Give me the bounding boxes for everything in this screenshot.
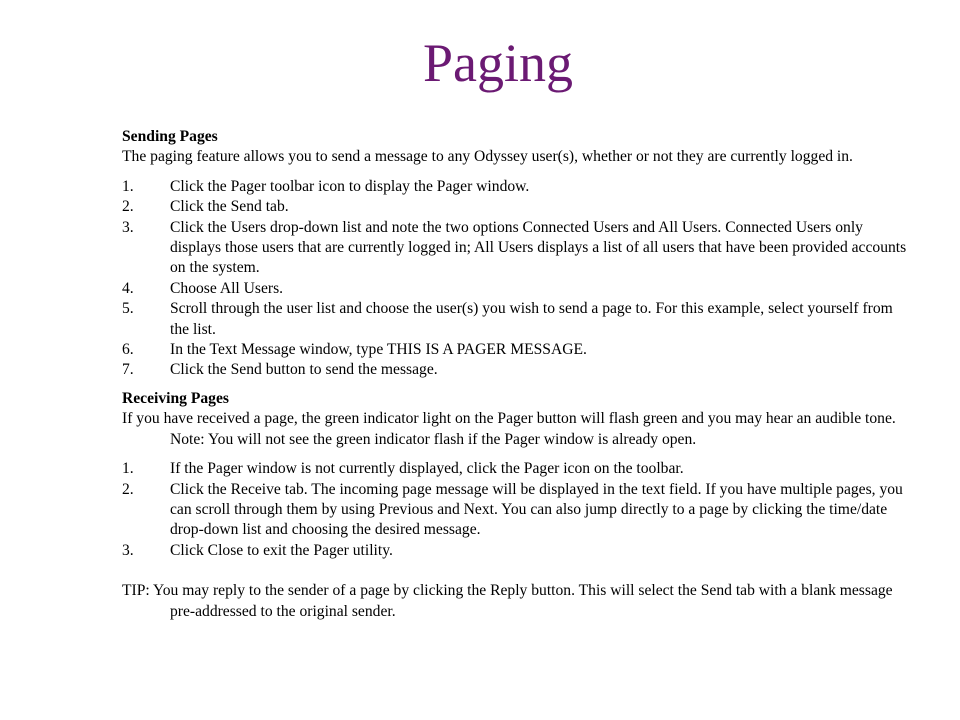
list-item xyxy=(122,197,912,217)
step-text: Click the Receive tab. The incoming page message will be displayed in the text field. If you have multiple pages, you can scroll through them by using Previous and Next. You can also jump directly to a page by clicking the time/date drop-down list and choosing the desired message. xyxy=(170,480,903,539)
step-text: Click the Send tab. xyxy=(170,198,289,216)
document-body xyxy=(122,127,912,622)
step-number: 5. xyxy=(122,300,134,318)
page-title: Paging xyxy=(422,33,573,93)
step-text: Click the Send button to send the message. xyxy=(170,361,438,379)
step-text: Click the Users drop-down list and note the two options Connected Users and All Users. Connected Users only displays those users that are currently logged in; All Users displays a list of all users that have been provided accounts on the system. xyxy=(170,218,907,277)
list-item xyxy=(122,480,912,541)
list-item xyxy=(122,218,912,279)
step-text: If the Pager window is not currently displayed, click the Pager icon on the toolbar. xyxy=(170,460,684,478)
list-item xyxy=(122,299,912,340)
step-number: 1. xyxy=(122,177,134,195)
list-item xyxy=(122,541,912,561)
sending-pages-intro: The paging feature allows you to send a message to any Odyssey user(s), whether or not they are currently logged in. xyxy=(122,148,853,166)
list-item xyxy=(122,279,912,299)
list-item xyxy=(122,459,912,479)
list-item xyxy=(122,340,912,360)
step-number: 2. xyxy=(122,198,134,216)
step-number: 1. xyxy=(122,460,134,478)
step-number: 3. xyxy=(122,541,134,559)
step-number: 7. xyxy=(122,361,134,379)
step-number: 4. xyxy=(122,279,134,297)
list-item xyxy=(122,360,912,380)
tip-text: TIP: You may reply to the sender of a page by clicking the Reply button. This will select the Send tab with a blank message pre-addressed to the original sender. xyxy=(122,582,893,620)
receiving-pages-heading: Receiving Pages xyxy=(122,389,229,407)
sending-pages-heading: Sending Pages xyxy=(122,128,218,145)
step-number: 3. xyxy=(122,218,134,236)
step-number: 6. xyxy=(122,341,134,359)
step-text: Click the Pager toolbar icon to display the Pager window. xyxy=(170,177,530,195)
sending-steps-list xyxy=(122,177,912,381)
step-text: Scroll through the user list and choose the user(s) you wish to send a page to. For this example, select yourself from the list. xyxy=(170,300,893,338)
receiving-steps-list xyxy=(122,459,912,561)
step-text: In the Text Message window, type THIS IS A PAGER MESSAGE. xyxy=(170,341,587,359)
step-text: Choose All Users. xyxy=(170,279,284,297)
step-text: Click Close to exit the Pager utility. xyxy=(170,541,393,559)
list-item xyxy=(122,177,912,197)
step-number: 2. xyxy=(122,480,134,498)
receiving-pages-intro: If you have received a page, the green indicator light on the Pager button will flash green and you may hear an audible tone. Note: You will not see the green indicator flash if the Pager window is already open. xyxy=(122,410,896,448)
